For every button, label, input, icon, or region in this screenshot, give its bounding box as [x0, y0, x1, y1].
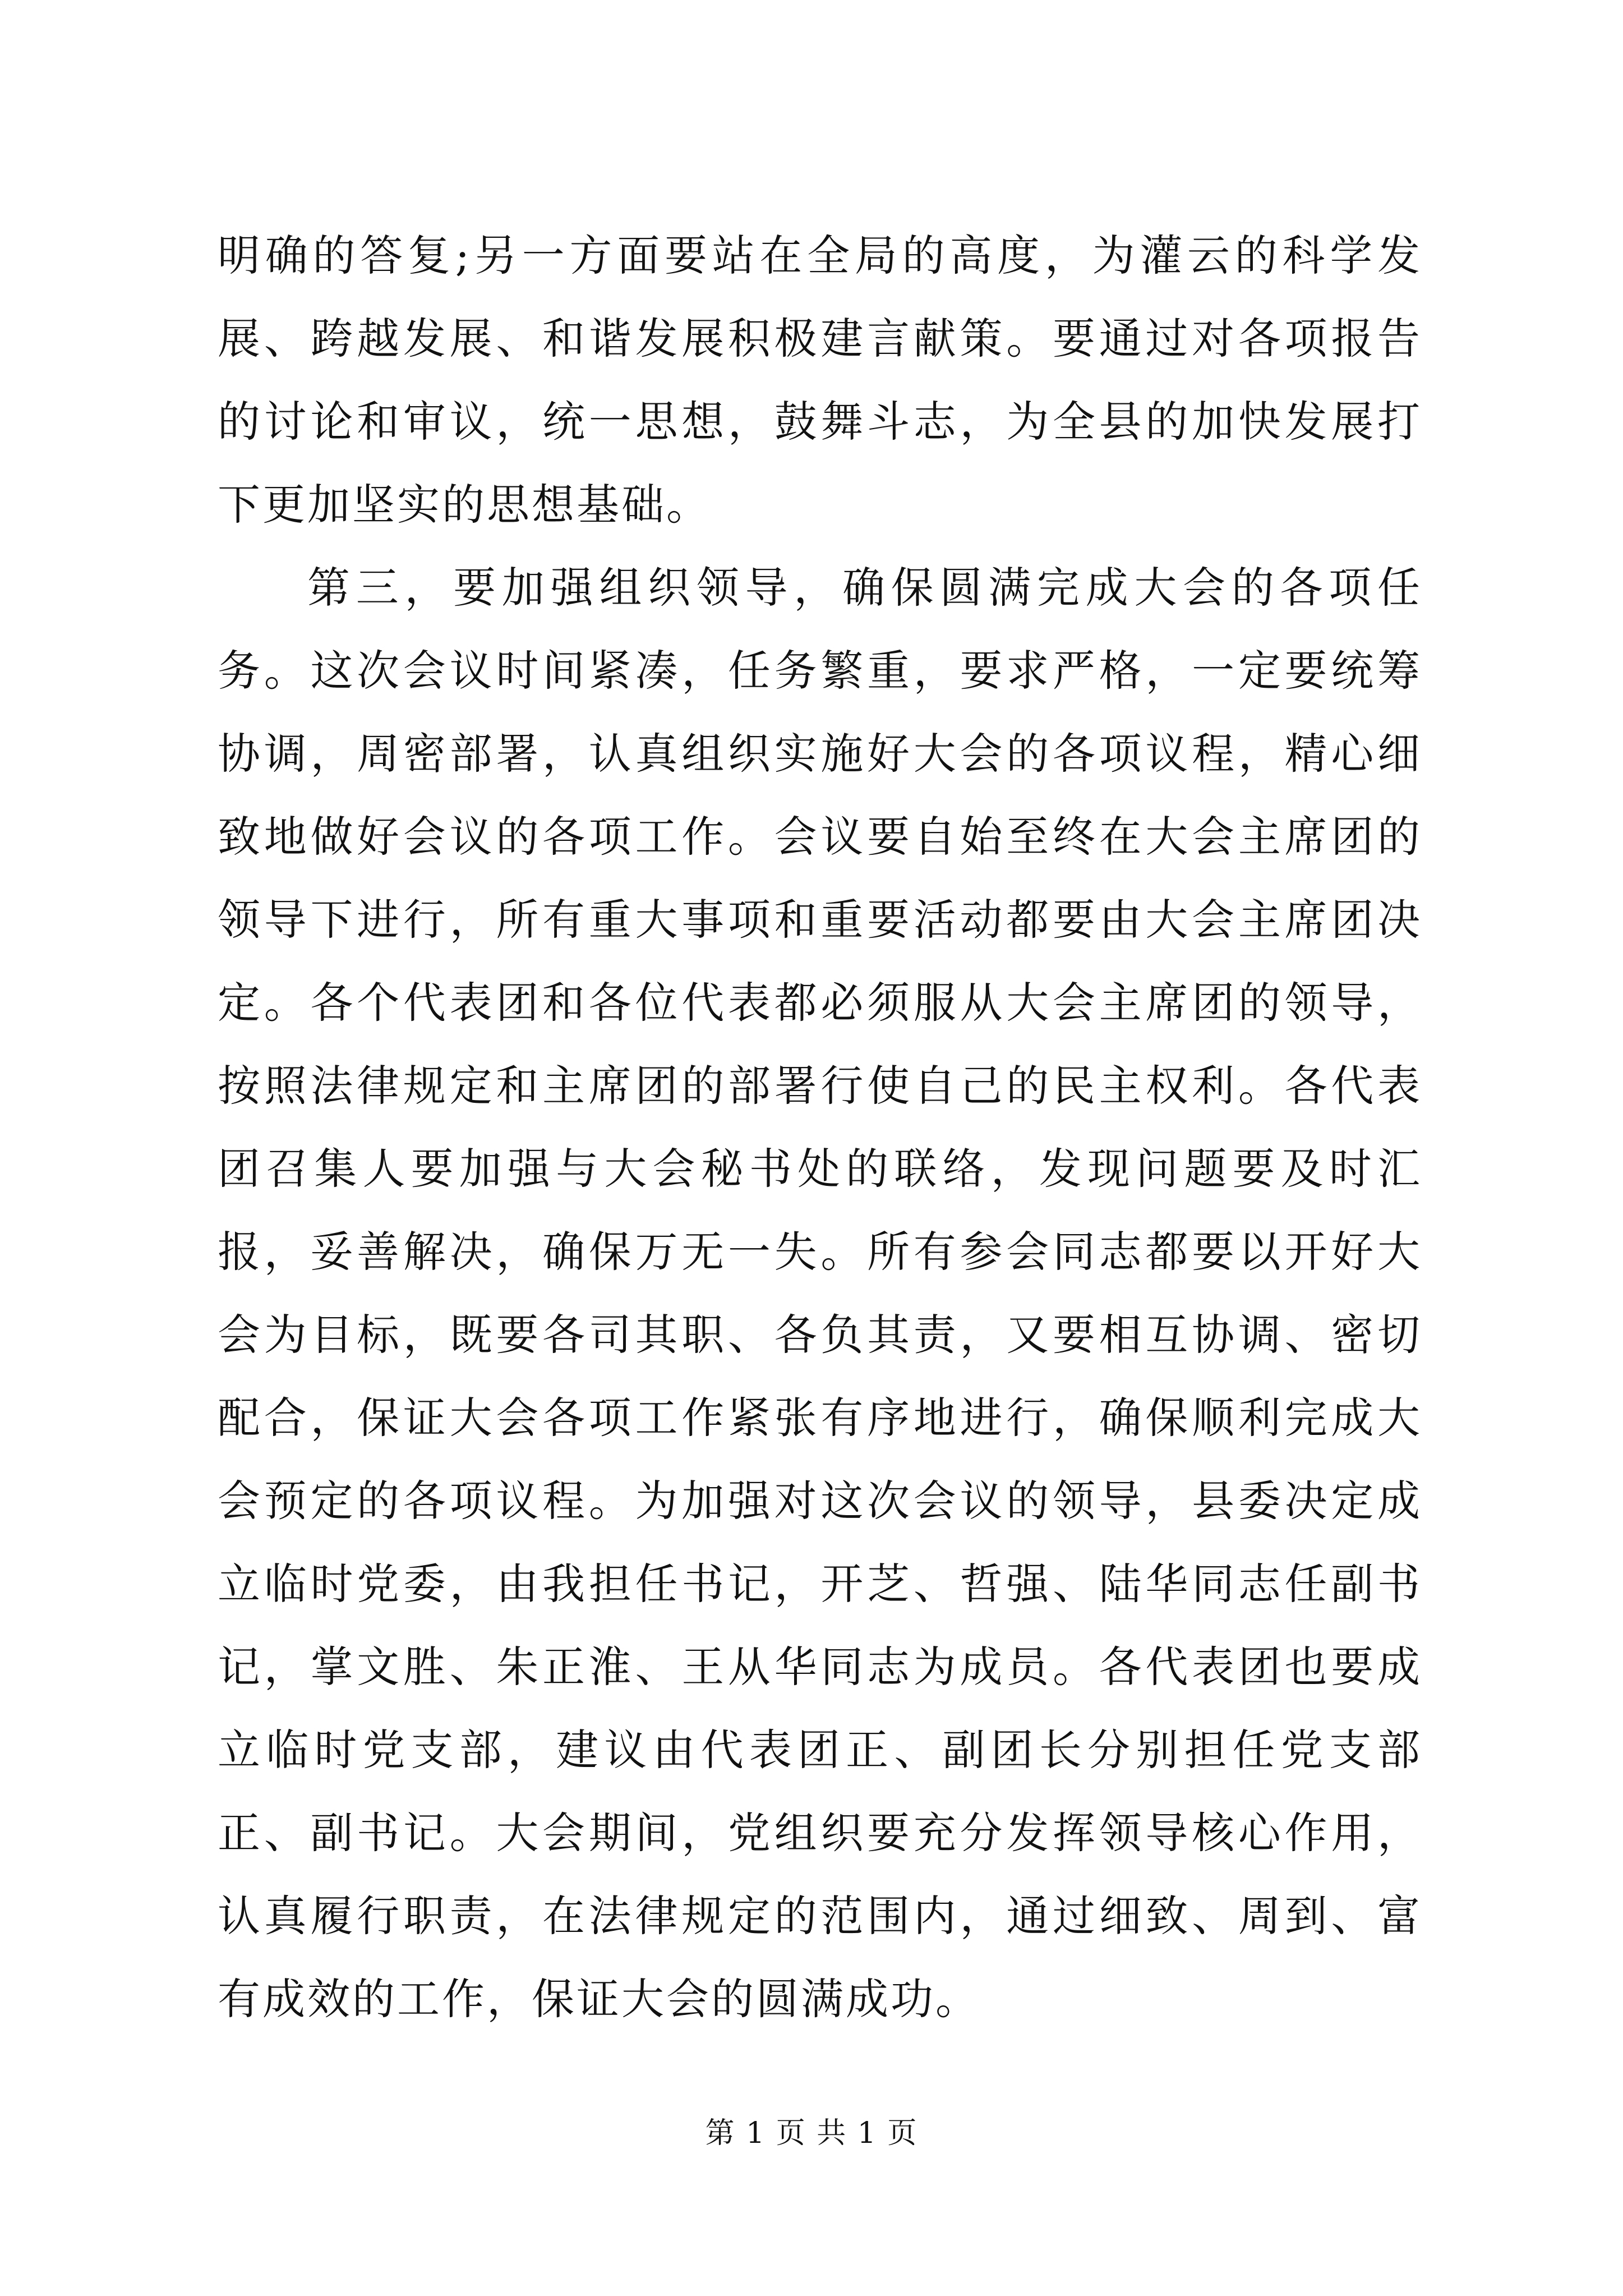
page-footer: 第 1 页 共 1 页: [705, 2116, 918, 2150]
paragraph-1: 明确的答复;另一方面要站在全局的高度，为灌云的科学发展、跨越发展、和谐发展积极建言献策。要通过对各项报告的讨论和审议，统一思想，鼓舞斗志，为全县的加快发展打下更加坚实的思想基础。: [218, 231, 1422, 530]
paragraph-2: 第三，要加强组织领导，确保圆满完成大会的各项任务。这次会议时间紧凑，任务繁重，要求严格，一定要统筹协调，周密部署，认真组织实施好大会的各项议程，精心细致地做好会议的各项工作。会议要自始至终在大会主席团的领导下进行，所有重大事项和重要活动都要由大会主席团决定。各个代表团和各位代表都必须服从大会主席团的领导，按照法律规定和主席团的部署行使自己的民主权利。各代表团召集人要加强与大会秘书处的联络，发现问题要及时汇报，妥善解决，确保万无一失。所有参会同志都要以开好大会为目标，既要各司其职、各负其责，又要相互协调、密切配合，保证大会各项工作紧张有序地进行，确保顺利完成大会预定的各项议程。为加强对这次会议的领导，县委决定成立临时党委，由我担任书记，开芝、哲强、陆华同志任副书记，掌文胜、朱正淮、王从华同志为成员。各代表团也要成立临时党支部，建议由代表团正、副团长分别担任党支部正、副书记。大会期间，党组织要充分发挥领导核心作用，认真履行职责，在法律规定的范围内，通过细致、周到、富有成效的工作，保证大会的圆满成功。: [218, 563, 1422, 2024]
document-body: [218, 214, 1422, 2041]
